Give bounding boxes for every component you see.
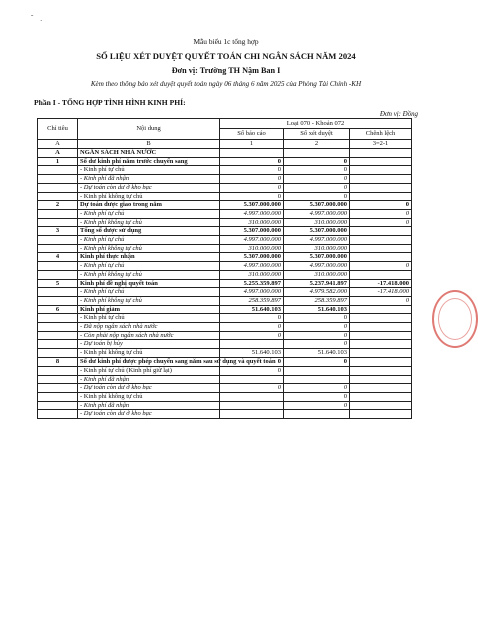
reported-value: 5.307.000.000 bbox=[220, 253, 284, 262]
reported-value: 4.997.000.000 bbox=[220, 288, 284, 297]
header-approved: Số xét duyệt bbox=[284, 129, 350, 140]
difference-value bbox=[350, 323, 412, 332]
row-description: - Kinh phí không tự chủ bbox=[78, 244, 220, 253]
row-description: - Kinh phí tự chủ bbox=[78, 209, 220, 218]
row-description: Tổng số được sử dụng bbox=[78, 227, 220, 236]
approved-value: 0 bbox=[284, 323, 350, 332]
column-letter: 1 bbox=[220, 140, 284, 149]
row-number: 4 bbox=[38, 253, 78, 262]
row-number bbox=[38, 244, 78, 253]
approved-value: 4.997.000.000 bbox=[284, 209, 350, 218]
row-number bbox=[38, 166, 78, 175]
row-description: - Kinh phí tự chủ bbox=[78, 236, 220, 245]
row-description: - Kinh phí không tự chủ bbox=[78, 192, 220, 201]
table-row bbox=[38, 288, 412, 297]
reported-value: 0 bbox=[220, 314, 284, 323]
table-row bbox=[38, 296, 412, 305]
row-number: 3 bbox=[38, 227, 78, 236]
row-description: - Dự toán còn dư ở kho bạc bbox=[78, 183, 220, 192]
reported-value: 0 bbox=[220, 366, 284, 375]
row-number bbox=[38, 375, 78, 384]
section-heading: Phần I - TỔNG HỢP TÌNH HÌNH KINH PHÍ: bbox=[34, 98, 186, 107]
table-row bbox=[38, 279, 412, 288]
difference-value bbox=[350, 157, 412, 166]
table-row bbox=[38, 244, 412, 253]
reported-value: 51.640.103 bbox=[220, 349, 284, 358]
reported-value: 310.000.000 bbox=[220, 244, 284, 253]
difference-value bbox=[350, 401, 412, 410]
approved-value: 0 bbox=[284, 401, 350, 410]
difference-value bbox=[350, 384, 412, 393]
approved-value: 0 bbox=[284, 157, 350, 166]
table-row bbox=[38, 236, 412, 245]
row-number bbox=[38, 314, 78, 323]
table-row bbox=[38, 262, 412, 271]
reported-value: 0 bbox=[220, 166, 284, 175]
reported-value: 5.255.359.897 bbox=[220, 279, 284, 288]
reported-value: 0 bbox=[220, 331, 284, 340]
table-row bbox=[38, 218, 412, 227]
table-row bbox=[38, 401, 412, 410]
reported-value: 0 bbox=[220, 192, 284, 201]
reported-value: 310.000.000 bbox=[220, 270, 284, 279]
reported-value: 4.997.000.000 bbox=[220, 262, 284, 271]
table-row bbox=[38, 209, 412, 218]
reported-value: 4.997.000.000 bbox=[220, 236, 284, 245]
row-number: 1 bbox=[38, 157, 78, 166]
row-description: - Kinh phí tự chủ bbox=[78, 262, 220, 271]
table-row bbox=[38, 253, 412, 262]
row-description: - Kinh phí không tự chủ bbox=[78, 218, 220, 227]
row-description: Số dư kinh phí năm trước chuyển sang bbox=[78, 157, 220, 166]
approved-value: 0 bbox=[284, 340, 350, 349]
difference-value bbox=[350, 410, 412, 419]
scan-mark: ˇ bbox=[31, 14, 34, 22]
reported-value bbox=[220, 149, 284, 158]
approved-value: 258.359.897 bbox=[284, 296, 350, 305]
approved-value: 51.640.103 bbox=[284, 305, 350, 314]
difference-value: 0 bbox=[350, 201, 412, 210]
reported-value bbox=[220, 340, 284, 349]
difference-value: 0 bbox=[350, 296, 412, 305]
approved-value bbox=[284, 149, 350, 158]
reported-value: 51.640.103 bbox=[220, 305, 284, 314]
reported-value: 258.359.897 bbox=[220, 296, 284, 305]
table-row bbox=[38, 375, 412, 384]
difference-value bbox=[350, 183, 412, 192]
approved-value: 5.237.941.897 bbox=[284, 279, 350, 288]
document-title: SỐ LIỆU XÉT DUYỆT QUYẾT TOÁN CHI NGÂN SÁCH NĂM 2024 bbox=[96, 51, 356, 61]
table-row bbox=[38, 331, 412, 340]
table-row bbox=[38, 349, 412, 358]
table-row bbox=[38, 175, 412, 184]
row-number: 5 bbox=[38, 279, 78, 288]
row-description: - Kinh phí đã nhận bbox=[78, 375, 220, 384]
reported-value: 5.307.000.000 bbox=[220, 201, 284, 210]
row-number: 6 bbox=[38, 305, 78, 314]
reported-value bbox=[220, 401, 284, 410]
row-number bbox=[38, 323, 78, 332]
difference-value bbox=[350, 166, 412, 175]
row-description: - Kinh phí không tự chủ bbox=[78, 349, 220, 358]
approved-value: 0 bbox=[284, 384, 350, 393]
difference-value: -17.418.000 bbox=[350, 279, 412, 288]
column-letter: A bbox=[38, 140, 78, 149]
difference-value bbox=[350, 375, 412, 384]
row-number bbox=[38, 175, 78, 184]
row-description: Kinh phí giảm bbox=[78, 305, 220, 314]
scan-mark: · bbox=[40, 17, 43, 25]
column-letter: B bbox=[78, 140, 220, 149]
row-number bbox=[38, 331, 78, 340]
row-description: - Kinh phí tự chủ bbox=[78, 288, 220, 297]
table-row bbox=[38, 166, 412, 175]
header-content: Nội dung bbox=[78, 119, 220, 140]
row-number bbox=[38, 270, 78, 279]
approved-value: 0 bbox=[284, 192, 350, 201]
difference-value bbox=[350, 340, 412, 349]
row-number bbox=[38, 192, 78, 201]
row-number bbox=[38, 410, 78, 419]
row-number bbox=[38, 340, 78, 349]
table-row bbox=[38, 410, 412, 419]
header-stt: Chỉ tiêu bbox=[38, 119, 78, 140]
currency-unit: Đơn vị: Đồng bbox=[379, 111, 418, 118]
row-description: NGÂN SÁCH NHÀ NƯỚC bbox=[78, 149, 220, 158]
table-row bbox=[38, 201, 412, 210]
approved-value bbox=[284, 375, 350, 384]
approved-value: 51.640.103 bbox=[284, 349, 350, 358]
difference-value bbox=[350, 331, 412, 340]
row-description: - Đã nộp ngân sách nhà nước bbox=[78, 323, 220, 332]
difference-value bbox=[350, 305, 412, 314]
approved-value: 5.307.000.000 bbox=[284, 253, 350, 262]
approved-value: 0 bbox=[284, 357, 350, 366]
difference-value bbox=[350, 366, 412, 375]
reported-value bbox=[220, 392, 284, 401]
approved-value: 0 bbox=[284, 331, 350, 340]
row-number bbox=[38, 183, 78, 192]
row-number bbox=[38, 349, 78, 358]
table-row bbox=[38, 366, 412, 375]
row-description: Dự toán được giao trong năm bbox=[78, 201, 220, 210]
row-description: - Kinh phí không tự chủ bbox=[78, 392, 220, 401]
table-body bbox=[38, 149, 412, 419]
approved-value: 5.307.000.000 bbox=[284, 201, 350, 210]
table-row bbox=[38, 314, 412, 323]
difference-value bbox=[350, 192, 412, 201]
approved-value: 310.000.000 bbox=[284, 244, 350, 253]
approved-value: 4.997.000.000 bbox=[284, 236, 350, 245]
reported-value: 0 bbox=[220, 175, 284, 184]
row-description: - Kinh phí đã nhận bbox=[78, 401, 220, 410]
difference-value: 0 bbox=[350, 262, 412, 271]
approved-value bbox=[284, 366, 350, 375]
official-seal bbox=[430, 290, 452, 350]
reported-value: 0 bbox=[220, 183, 284, 192]
table-row bbox=[38, 357, 412, 366]
difference-value: 0 bbox=[350, 209, 412, 218]
row-description: - Kinh phí không tự chủ bbox=[78, 270, 220, 279]
row-number: A bbox=[38, 149, 78, 158]
difference-value bbox=[350, 357, 412, 366]
difference-value bbox=[350, 392, 412, 401]
document-subtitle: Kèm theo thông báo xét duyệt quyết toán ngày 06 tháng 6 năm 2025 của Phòng Tài Chính -KH bbox=[90, 80, 362, 88]
table-row bbox=[38, 305, 412, 314]
reported-value: 0 bbox=[220, 384, 284, 393]
row-number bbox=[38, 209, 78, 218]
table-row bbox=[38, 227, 412, 236]
row-number: 8 bbox=[38, 357, 78, 366]
column-letter: 3=2-1 bbox=[350, 140, 412, 149]
form-template-label: Mẫu biểu 1c tổng hợp bbox=[193, 37, 259, 46]
difference-value bbox=[350, 236, 412, 245]
table-row bbox=[38, 323, 412, 332]
budget-table bbox=[37, 118, 412, 419]
row-number bbox=[38, 366, 78, 375]
table-row bbox=[38, 384, 412, 393]
reported-value bbox=[220, 375, 284, 384]
difference-value bbox=[350, 270, 412, 279]
row-description: Kinh phí đề nghị quyết toán bbox=[78, 279, 220, 288]
row-number bbox=[38, 262, 78, 271]
approved-value: 0 bbox=[284, 314, 350, 323]
difference-value: -17.418.000 bbox=[350, 288, 412, 297]
approved-value: 0 bbox=[284, 175, 350, 184]
row-number bbox=[38, 236, 78, 245]
table-row bbox=[38, 192, 412, 201]
column-letter: 2 bbox=[284, 140, 350, 149]
header-difference: Chênh lệch bbox=[350, 129, 412, 140]
row-description: - Kinh phí đã nhận bbox=[78, 175, 220, 184]
header-reported: Số báo cáo bbox=[220, 129, 284, 140]
row-number bbox=[38, 218, 78, 227]
reported-value bbox=[220, 410, 284, 419]
difference-value bbox=[350, 314, 412, 323]
approved-value: 0 bbox=[284, 166, 350, 175]
approved-value: 5.307.000.000 bbox=[284, 227, 350, 236]
reported-value: 0 bbox=[220, 357, 284, 366]
table-row bbox=[38, 340, 412, 349]
difference-value bbox=[350, 253, 412, 262]
approved-value: 4.997.000.000 bbox=[284, 262, 350, 271]
row-number: 2 bbox=[38, 201, 78, 210]
approved-value: 0 bbox=[284, 392, 350, 401]
reported-value: 0 bbox=[220, 157, 284, 166]
row-number bbox=[38, 296, 78, 305]
row-description: - Dự toán còn dư ở kho bạc bbox=[78, 410, 220, 419]
row-description: - Kinh phí tự chủ bbox=[78, 166, 220, 175]
difference-value bbox=[350, 149, 412, 158]
reported-value: 310.000.000 bbox=[220, 218, 284, 227]
reported-value: 5.307.000.000 bbox=[220, 227, 284, 236]
row-description: - Kinh phí không tự chủ bbox=[78, 296, 220, 305]
difference-value bbox=[350, 349, 412, 358]
table-row bbox=[38, 183, 412, 192]
approved-value: 4.979.582.000 bbox=[284, 288, 350, 297]
row-description: - Dự toán bị hủy bbox=[78, 340, 220, 349]
difference-value bbox=[350, 227, 412, 236]
reported-value: 4.997.000.000 bbox=[220, 209, 284, 218]
approved-value: 0 bbox=[284, 183, 350, 192]
row-number bbox=[38, 384, 78, 393]
difference-value: 0 bbox=[350, 218, 412, 227]
approved-value: 310.000.000 bbox=[284, 270, 350, 279]
difference-value bbox=[350, 244, 412, 253]
approved-value bbox=[284, 410, 350, 419]
row-description: - Dự toán còn dư ở kho bạc bbox=[78, 384, 220, 393]
table-row bbox=[38, 157, 412, 166]
row-number bbox=[38, 392, 78, 401]
row-number bbox=[38, 401, 78, 410]
approved-value: 310.000.000 bbox=[284, 218, 350, 227]
row-description: Kinh phí thực nhận bbox=[78, 253, 220, 262]
row-description: - Kinh phí tự chủ (Kinh phí giữ lại) bbox=[78, 366, 220, 375]
organization-unit: Đơn vị: Trường TH Nậm Ban I bbox=[171, 66, 281, 75]
table-row bbox=[38, 270, 412, 279]
table-row bbox=[38, 392, 412, 401]
row-number bbox=[38, 288, 78, 297]
header-group: Loại 070 - Khoản 072 bbox=[220, 119, 412, 129]
row-description: - Kinh phí tự chủ bbox=[78, 314, 220, 323]
table-row bbox=[38, 149, 412, 158]
reported-value: 0 bbox=[220, 323, 284, 332]
difference-value bbox=[350, 175, 412, 184]
row-description: - Còn phải nộp ngân sách nhà nước bbox=[78, 331, 220, 340]
row-description: Số dư kinh phí được phép chuyển sang năm sau sử dụng và quyết toán bbox=[78, 357, 220, 366]
